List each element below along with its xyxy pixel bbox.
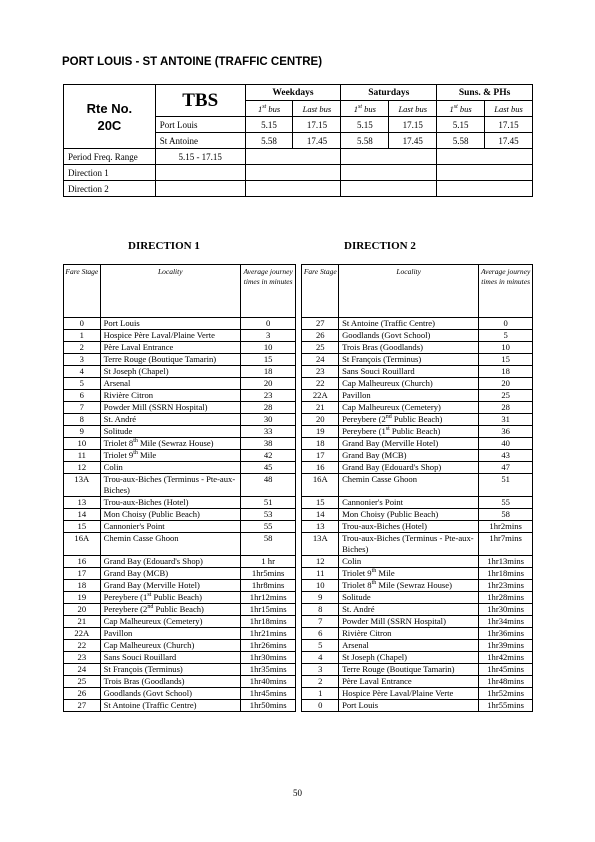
table-row	[64, 354, 533, 366]
locality: Mon Choisy (Public Beach)	[339, 509, 479, 521]
journey-time: 55	[240, 521, 296, 533]
journey-time: 1hr34mins	[479, 616, 533, 628]
table-row	[64, 580, 533, 592]
locality: Colin	[339, 556, 479, 568]
fare-stage: 8	[64, 414, 101, 426]
locality: Triolet 9th Mile	[339, 568, 479, 580]
table-row	[64, 568, 533, 580]
fare-stage-header: Fare Stage	[64, 265, 101, 318]
locality: Grand Bay (MCB)	[339, 450, 479, 462]
journey-time: 18	[479, 366, 533, 378]
journey-time: 1hr48mins	[479, 676, 533, 688]
fare-stage: 21	[64, 616, 101, 628]
locality: Cannonier's Point	[100, 521, 240, 533]
fare-stage: 15	[302, 497, 339, 509]
direction-1-heading: DIRECTION 1	[128, 240, 200, 252]
operator-name: TBS	[155, 85, 245, 117]
locality: Port Louis	[100, 318, 240, 330]
locality: St Joseph (Chapel)	[339, 652, 479, 664]
journey-time: 1hr15mins	[240, 604, 296, 616]
fare-stage: 19	[64, 592, 101, 604]
fare-stage: 2	[302, 676, 339, 688]
journey-time: 1hr18mins	[240, 616, 296, 628]
fare-stage: 13A	[64, 474, 101, 497]
fare-stage: 22	[302, 378, 339, 390]
locality: Solitude	[339, 592, 479, 604]
group-saturdays: Saturdays	[341, 85, 437, 101]
average-time-header: Average journey times in minutes	[479, 265, 533, 318]
locality: Hospice Père Laval/Plaine Verte	[339, 688, 479, 700]
group-sundays: Suns. & PHs	[437, 85, 533, 101]
fare-stage: 8	[302, 604, 339, 616]
table-row	[64, 509, 533, 521]
locality: Pereybere (1st Public Beach)	[339, 426, 479, 438]
journey-time: 30	[240, 414, 296, 426]
locality: Cap Malheureux (Church)	[339, 378, 479, 390]
summary-table	[63, 84, 533, 197]
locality: Cap Malheureux (Church)	[100, 640, 240, 652]
time-cell: 5.15	[437, 117, 485, 133]
fare-stage: 7	[64, 402, 101, 414]
journey-time: 58	[479, 509, 533, 521]
journey-time: 58	[240, 533, 296, 556]
table-row	[64, 521, 533, 533]
fare-stage: 10	[302, 580, 339, 592]
locality: Powder Mill (SSRN Hospital)	[339, 616, 479, 628]
journey-time: 1hr5mins	[240, 568, 296, 580]
last-bus-header: Last bus	[293, 101, 341, 117]
direction1-label: Direction 1	[64, 165, 156, 181]
locality: Pereybere (1st Public Beach)	[100, 592, 240, 604]
time-cell: 5.58	[245, 133, 293, 149]
journey-time: 20	[240, 378, 296, 390]
locality: Trou-aux-Biches (Hotel)	[100, 497, 240, 509]
locality: Arsenal	[100, 378, 240, 390]
fare-stage: 0	[64, 318, 101, 330]
locality: Solitude	[100, 426, 240, 438]
table-row	[64, 604, 533, 616]
journey-time: 45	[240, 462, 296, 474]
fare-stage: 22A	[64, 628, 101, 640]
table-row	[64, 390, 533, 402]
locality: Goodlands (Govt School)	[339, 330, 479, 342]
locality: Grand Bay (Edouard's Shop)	[339, 462, 479, 474]
fare-stage: 18	[302, 438, 339, 450]
journey-time: 25	[479, 390, 533, 402]
locality: Père Laval Entrance	[100, 342, 240, 354]
journey-time: 1 hr	[240, 556, 296, 568]
journey-time: 1hr50mins	[240, 700, 296, 712]
journey-time: 1hr35mins	[240, 664, 296, 676]
fare-stage: 27	[64, 700, 101, 712]
journey-time: 1hr40mins	[240, 676, 296, 688]
fare-stage: 16A	[302, 474, 339, 497]
locality: Trou-aux-Biches (Hotel)	[339, 521, 479, 533]
locality: Chemin Casse Ghoon	[100, 533, 240, 556]
table-row	[64, 688, 533, 700]
fare-stage: 25	[64, 676, 101, 688]
time-cell: 17.45	[389, 133, 437, 149]
journey-time: 1hr8mins	[240, 580, 296, 592]
table-row	[64, 342, 533, 354]
period-value: 5.15 - 17.15	[155, 149, 245, 165]
journey-time: 1hr2mins	[479, 521, 533, 533]
fare-stage: 13	[64, 497, 101, 509]
locality: Powder Mill (SSRN Hospital)	[100, 402, 240, 414]
fare-stage: 17	[302, 450, 339, 462]
journey-time: 40	[479, 438, 533, 450]
locality: Colin	[100, 462, 240, 474]
fare-stage: 18	[64, 580, 101, 592]
group-weekdays: Weekdays	[245, 85, 341, 101]
fare-stage: 10	[64, 438, 101, 450]
locality: Pavillon	[100, 628, 240, 640]
table-row	[64, 640, 533, 652]
fare-stage: 15	[64, 521, 101, 533]
fare-stage: 22	[64, 640, 101, 652]
stop-name: Port Louis	[155, 117, 245, 133]
fare-stage: 9	[302, 592, 339, 604]
fare-stage: 13	[302, 521, 339, 533]
journey-time: 28	[240, 402, 296, 414]
table-row	[64, 628, 533, 640]
locality: Trou-aux-Biches (Terminus - Pte-aux-Biches)	[339, 533, 479, 556]
fare-stage: 2	[64, 342, 101, 354]
journey-time: 1hr26mins	[240, 640, 296, 652]
table-row	[64, 402, 533, 414]
journey-time: 1hr39mins	[479, 640, 533, 652]
journey-time: 1hr55mins	[479, 700, 533, 712]
time-cell: 5.58	[437, 133, 485, 149]
table-row	[64, 497, 533, 509]
locality: Pavillon	[339, 390, 479, 402]
direction2-label: Direction 2	[64, 181, 156, 197]
journey-time: 15	[240, 354, 296, 366]
locality: Cap Malheureux (Cemetery)	[100, 616, 240, 628]
locality: Trois Bras (Goodlands)	[339, 342, 479, 354]
time-cell: 5.15	[245, 117, 293, 133]
direction-2-heading: DIRECTION 2	[344, 240, 416, 252]
time-cell: 5.58	[341, 133, 389, 149]
table-row	[64, 700, 533, 712]
journey-time: 10	[240, 342, 296, 354]
page-title: PORT LOUIS - ST ANTOINE (TRAFFIC CENTRE)	[62, 56, 323, 68]
fare-stage: 1	[302, 688, 339, 700]
journey-time: 1hr30mins	[479, 604, 533, 616]
fare-stage: 26	[302, 330, 339, 342]
fare-stage: 23	[64, 652, 101, 664]
table-row	[64, 556, 533, 568]
locality: Triolet 9th Mile	[100, 450, 240, 462]
locality: Triolet 8th Mile (Sewraz House)	[339, 580, 479, 592]
locality: St François (Terminus)	[339, 354, 479, 366]
locality: Hospice Père Laval/Plaine Verte	[100, 330, 240, 342]
table-row	[64, 366, 533, 378]
locality: St. André	[100, 414, 240, 426]
table-row	[64, 330, 533, 342]
fare-stage: 16A	[64, 533, 101, 556]
locality: St François (Terminus)	[100, 664, 240, 676]
journey-time: 1hr30mins	[240, 652, 296, 664]
locality: St. André	[339, 604, 479, 616]
fare-stage: 6	[302, 628, 339, 640]
locality: Goodlands (Govt School)	[100, 688, 240, 700]
locality: St Antoine (Traffic Centre)	[339, 318, 479, 330]
fare-stage: 16	[302, 462, 339, 474]
locality: St Joseph (Chapel)	[100, 366, 240, 378]
fare-stage: 9	[64, 426, 101, 438]
fare-stage: 12	[64, 462, 101, 474]
table-row	[64, 378, 533, 390]
directions-table	[63, 264, 533, 712]
journey-time: 1hr52mins	[479, 688, 533, 700]
journey-time: 33	[240, 426, 296, 438]
table-row	[64, 474, 533, 497]
locality: Terre Rouge (Boutique Tamarin)	[100, 354, 240, 366]
journey-time: 1hr18mins	[479, 568, 533, 580]
journey-time: 42	[240, 450, 296, 462]
locality: St Antoine (Traffic Centre)	[100, 700, 240, 712]
fare-stage: 5	[64, 378, 101, 390]
locality: Sans Souci Rouillard	[339, 366, 479, 378]
journey-time: 18	[240, 366, 296, 378]
journey-time: 0	[240, 318, 296, 330]
table-row	[64, 652, 533, 664]
journey-time: 1hr23mins	[479, 580, 533, 592]
journey-time: 51	[240, 497, 296, 509]
fare-stage: 11	[302, 568, 339, 580]
fare-stage: 23	[302, 366, 339, 378]
journey-time: 3	[240, 330, 296, 342]
table-row	[64, 592, 533, 604]
journey-time: 1hr13mins	[479, 556, 533, 568]
journey-time: 31	[479, 414, 533, 426]
table-row	[64, 450, 533, 462]
fare-stage: 17	[64, 568, 101, 580]
table-row	[64, 414, 533, 426]
journey-time: 23	[240, 390, 296, 402]
table-row	[64, 664, 533, 676]
fare-stage: 20	[302, 414, 339, 426]
fare-stage: 7	[302, 616, 339, 628]
journey-time: 5	[479, 330, 533, 342]
journey-time: 36	[479, 426, 533, 438]
page-number: 50	[293, 788, 302, 798]
locality-header: Locality	[339, 265, 479, 318]
fare-stage: 14	[302, 509, 339, 521]
fare-stage: 4	[64, 366, 101, 378]
journey-time: 47	[479, 462, 533, 474]
locality: Grand Bay (MCB)	[100, 568, 240, 580]
journey-time: 1hr45mins	[240, 688, 296, 700]
time-cell: 17.15	[485, 117, 533, 133]
table-row	[64, 318, 533, 330]
stop-name: St Antoine	[155, 133, 245, 149]
journey-time: 1hr7mins	[479, 533, 533, 556]
fare-stage: 25	[302, 342, 339, 354]
journey-time: 1hr21mins	[240, 628, 296, 640]
locality-header: Locality	[100, 265, 240, 318]
fare-stage: 5	[302, 640, 339, 652]
table-row	[64, 533, 533, 556]
fare-stage: 21	[302, 402, 339, 414]
locality: Arsenal	[339, 640, 479, 652]
locality: Sans Souci Rouillard	[100, 652, 240, 664]
journey-time: 1hr28mins	[479, 592, 533, 604]
fare-stage: 4	[302, 652, 339, 664]
journey-time: 10	[479, 342, 533, 354]
fare-stage: 27	[302, 318, 339, 330]
fare-stage: 16	[64, 556, 101, 568]
journey-time: 43	[479, 450, 533, 462]
locality: Cannonier's Point	[339, 497, 479, 509]
journey-time: 1hr12mins	[240, 592, 296, 604]
first-bus-header: 1st bus	[245, 101, 293, 117]
fare-stage: 3	[64, 354, 101, 366]
locality: Pereybere (2nd Public Beach)	[339, 414, 479, 426]
fare-stage: 19	[302, 426, 339, 438]
locality: Terre Rouge (Boutique Tamarin)	[339, 664, 479, 676]
journey-time: 20	[479, 378, 533, 390]
table-row	[64, 426, 533, 438]
period-label: Period Freq. Range	[64, 149, 156, 165]
locality: Grand Bay (Merville Hotel)	[100, 580, 240, 592]
fare-stage: 6	[64, 390, 101, 402]
journey-time: 1hr45mins	[479, 664, 533, 676]
time-cell: 17.15	[389, 117, 437, 133]
locality: Mon Choisy (Public Beach)	[100, 509, 240, 521]
fare-stage: 11	[64, 450, 101, 462]
locality: Trois Bras (Goodlands)	[100, 676, 240, 688]
fare-stage: 1	[64, 330, 101, 342]
fare-stage-header: Fare Stage	[302, 265, 339, 318]
time-cell: 17.15	[293, 117, 341, 133]
time-cell: 5.15	[341, 117, 389, 133]
fare-stage: 26	[64, 688, 101, 700]
journey-time: 0	[479, 318, 533, 330]
locality: Triolet 8th Mile (Sewraz House)	[100, 438, 240, 450]
journey-time: 55	[479, 497, 533, 509]
journey-time: 15	[479, 354, 533, 366]
fare-stage: 22A	[302, 390, 339, 402]
fare-stage: 3	[302, 664, 339, 676]
fare-stage: 14	[64, 509, 101, 521]
time-cell: 17.45	[293, 133, 341, 149]
table-row	[64, 676, 533, 688]
fare-stage: 20	[64, 604, 101, 616]
average-time-header: Average journey times in minutes	[240, 265, 296, 318]
table-row	[64, 462, 533, 474]
journey-time: 51	[479, 474, 533, 497]
route-number-cell	[64, 85, 156, 149]
table-row	[64, 438, 533, 450]
first-bus-header: 1st bus	[437, 101, 485, 117]
last-bus-header: Last bus	[485, 101, 533, 117]
route-label: Rte No.	[86, 100, 133, 116]
journey-time: 1hr36mins	[479, 628, 533, 640]
time-cell: 17.45	[485, 133, 533, 149]
journey-time: 53	[240, 509, 296, 521]
fare-stage: 24	[302, 354, 339, 366]
table-row	[64, 616, 533, 628]
fare-stage: 12	[302, 556, 339, 568]
first-bus-header: 1st bus	[341, 101, 389, 117]
journey-time: 38	[240, 438, 296, 450]
locality: Rivière Citron	[100, 390, 240, 402]
fare-stage: 24	[64, 664, 101, 676]
fare-stage: 13A	[302, 533, 339, 556]
locality: Rivière Citron	[339, 628, 479, 640]
journey-time: 28	[479, 402, 533, 414]
last-bus-header: Last bus	[389, 101, 437, 117]
journey-time: 48	[240, 474, 296, 497]
locality: Trou-aux-Biches (Terminus - Pte-aux-Biches)	[100, 474, 240, 497]
route-number: 20C	[97, 117, 122, 133]
locality: Port Louis	[339, 700, 479, 712]
fare-stage: 0	[302, 700, 339, 712]
locality: Père Laval Entrance	[339, 676, 479, 688]
journey-time: 1hr42mins	[479, 652, 533, 664]
locality: Cap Malheureux (Cemetery)	[339, 402, 479, 414]
locality: Pereybere (2nd Public Beach)	[100, 604, 240, 616]
locality: Grand Bay (Edouard's Shop)	[100, 556, 240, 568]
locality: Grand Bay (Merville Hotel)	[339, 438, 479, 450]
locality: Chemin Casse Ghoon	[339, 474, 479, 497]
